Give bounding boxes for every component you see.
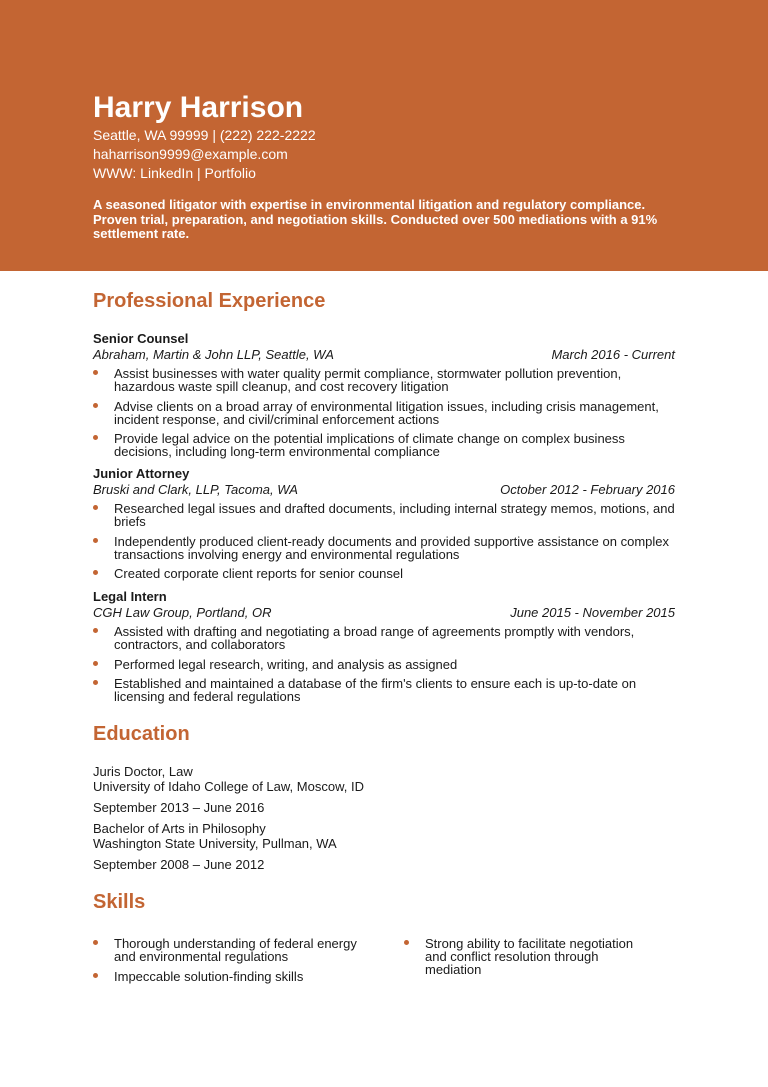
section-title-experience: Professional Experience [93,290,326,312]
job-company: Abraham, Martin & John LLP, Seattle, WA [93,347,334,362]
section-title-education: Education [93,723,190,745]
education-school: Washington State University, Pullman, WA [93,836,337,851]
job-dates: June 2015 - November 2015 [510,605,675,620]
job-entry [93,466,675,587]
education-dates: September 2008 – June 2012 [93,857,265,872]
candidate-name: Harry Harrison [93,91,304,124]
skill-text: Thorough understanding of federal energy and environmental regulations [114,936,357,964]
job-title: Senior Counsel [93,331,189,346]
job-bullet [93,567,675,580]
skills-grid [93,933,693,989]
education-degree: Juris Doctor, Law [93,764,193,779]
bullet-text: Researched legal issues and drafted documents, including internal strategy memos, motions, and briefs [114,501,675,529]
job-company: Bruski and Clark, LLP, Tacoma, WA [93,482,298,497]
bullet-dot-icon [93,435,98,440]
bullet-text: Independently produced client-ready documents and provided supportive assistance on complex transactions involving energy and environmental regulations [114,533,670,562]
bullet-text: Established and maintained a database of the firm's clients to ensure each is up-to-date on licensing and federal regulations [114,676,637,704]
job-company: CGH Law Group, Portland, OR [93,605,272,620]
job-bullet [93,502,675,528]
job-bullets [93,625,675,703]
bullet-text: Created corporate client reports for senior counsel [114,566,404,581]
education-degree: Bachelor of Arts in Philosophy [93,821,266,836]
job-title: Junior Attorney [93,466,190,481]
job-meta [93,482,675,498]
contact-web-links: WWW: LinkedIn | Portfolio [93,165,256,181]
resume-header [0,0,768,271]
job-bullet [93,677,675,703]
bullet-dot-icon [93,628,98,633]
skill-item [93,970,404,983]
bullet-dot-icon [93,661,98,666]
bullet-dot-icon [93,940,98,945]
professional-summary: A seasoned litigator with expertise in environmental litigation and regulatory compliance. Proven trial, preparation, and negotiation skills. Conducted over 500 mediations with a 91% settlement rate. [93,197,658,241]
bullet-dot-icon [93,973,98,978]
bullet-dot-icon [93,403,98,408]
job-bullet [93,432,675,458]
job-bullet [93,625,675,651]
skills-list [404,937,693,976]
education-school: University of Idaho College of Law, Moscow, ID [93,779,364,794]
job-dates: October 2012 - February 2016 [500,482,675,497]
job-bullets [93,367,675,458]
section-title-skills: Skills [93,891,146,913]
bullet-dot-icon [93,538,98,543]
education-entry [93,764,364,815]
bullet-dot-icon [93,680,98,685]
bullet-text: Provide legal advice on the potential implications of climate change on complex business decisions, including long-term environmental compliance [114,431,625,459]
bullet-text: Performed legal research, writing, and analysis as assigned [114,656,458,672]
skills-column-left [93,933,404,989]
skill-text: Impeccable solution-finding skills [114,968,304,984]
bullet-text: Assisted with drafting and negotiating a broad range of agreements promptly with vendors, contractors, and collaborators [114,624,635,652]
job-bullet [93,658,675,671]
skill-text: Strong ability to facilitate negotiation and conflict resolution through mediation [425,936,634,977]
job-bullet [93,367,675,393]
skill-item [404,937,693,976]
bullet-dot-icon [93,370,98,375]
bullet-dot-icon [93,570,98,575]
job-bullet [93,535,675,561]
contact-location-phone: Seattle, WA 99999 | (222) 222-2222 [93,127,316,143]
skills-column-right [404,933,693,989]
education-dates: September 2013 – June 2016 [93,800,265,815]
bullet-text: Advise clients on a broad array of environmental litigation issues, including crisis management, incident response, and civil/criminal enforcement actions [114,398,659,427]
bullet-text: Assist businesses with water quality permit compliance, stormwater pollution prevention, hazardous waste spill cleanup, and cost recovery litigation [114,366,622,394]
contact-email: haharrison9999@example.com [93,146,288,162]
job-entry [93,331,675,465]
job-meta [93,605,675,621]
job-bullets [93,502,675,580]
bullet-dot-icon [404,940,409,945]
education-entry [93,821,337,872]
job-dates: March 2016 - Current [551,347,675,362]
skill-item [93,937,404,963]
job-bullet [93,400,675,426]
bullet-dot-icon [93,505,98,510]
job-meta [93,347,675,363]
skills-list [93,937,404,983]
job-title: Legal Intern [93,589,167,604]
job-entry [93,589,675,710]
